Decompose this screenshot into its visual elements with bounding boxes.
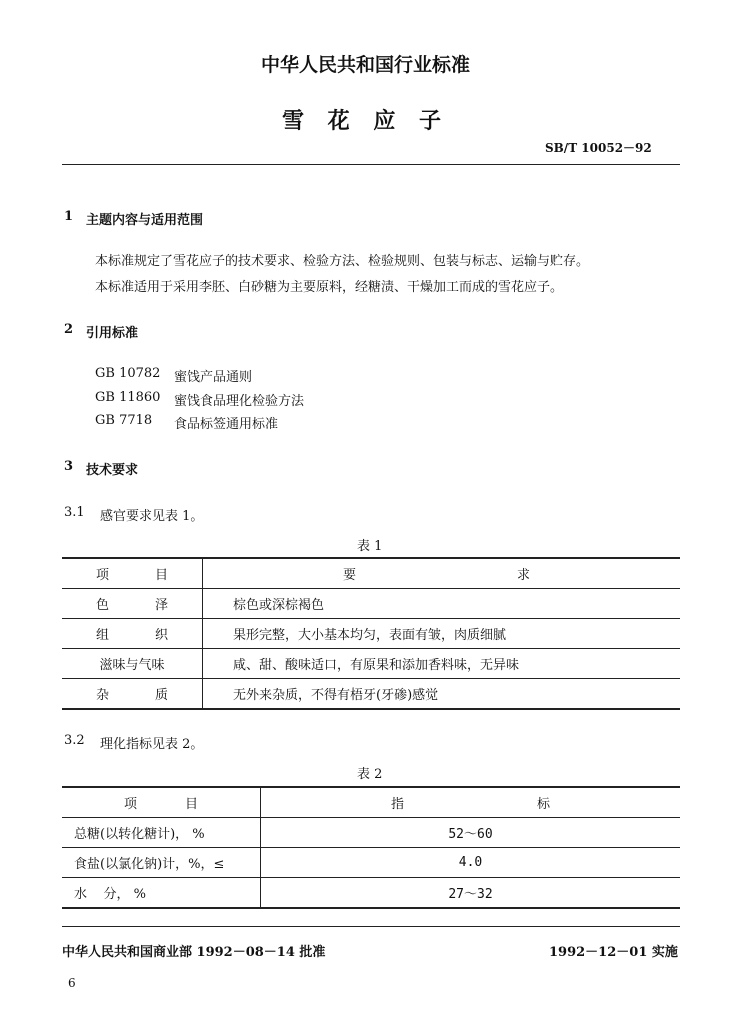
page-number: 6 [68,976,76,990]
item-char: 织 [154,628,168,643]
requirement-cell: 棕色或深棕褐色 [203,589,681,619]
reference-code: GB 11860 [95,390,161,405]
document-title: 雪 花 应 子 [282,108,449,134]
column-header-item [62,787,261,818]
table-row [62,878,680,909]
reference-name: 食品标签通用标准 [174,417,279,432]
section-1-number: 1 [64,209,74,224]
issuing-authority: 中华人民共和国商业部 1992－08－14 批准 [62,945,326,960]
item-cell [62,619,203,649]
header-char: 项 [124,797,138,812]
requirement-cell: 咸、甜、酸味适口，有原果和添加香料味，无异味 [203,649,681,679]
requirement-cell: 果形完整，大小基本均匀，表面有皱，肉质细腻 [203,619,681,649]
reference-code: GB 7718 [95,413,153,428]
table-row [62,679,680,710]
section-1-paragraph-1: 本标准规定了雪花应子的技术要求、检验方法、检验规则、包装与标志、运输与贮存。 [95,254,590,269]
section-1-title: 主题内容与适用范围 [86,213,204,228]
reference-name: 蜜饯食品理化检验方法 [174,394,305,409]
requirement-cell: 无外来杂质，不得有梧牙(牙碜)感觉 [203,679,681,710]
section-3-1-number: 3.1 [64,505,85,520]
section-3-2-number: 3.2 [64,733,85,748]
item-cell: 滋味与气味 [62,649,203,679]
header-char: 指 [391,797,405,812]
table-row [62,649,680,679]
table-row [62,589,680,619]
footer-rule [62,926,680,927]
column-header-requirement [203,558,681,589]
header-char: 标 [536,797,550,812]
reference-code: GB 10782 [95,366,161,381]
org-title: 中华人民共和国行业标准 [260,54,470,76]
item-cell: 食盐(以氯化钠)计，%，≤ [62,848,261,878]
value-cell: 4.0 [261,848,681,878]
table-row [62,848,680,878]
section-3-number: 3 [64,459,74,474]
item-char: 色 [96,598,110,613]
table-2 [62,786,680,909]
section-2-title: 引用标准 [86,326,139,341]
section-2-number: 2 [64,322,74,337]
table-row [62,619,680,649]
value-cell: 27～32 [261,878,681,909]
column-header-value [261,787,681,818]
table-1 [62,557,680,710]
table-1-caption: 表 1 [357,539,383,554]
section-3-title: 技术要求 [86,463,139,478]
section-1-paragraph-2: 本标准适用于采用李胚、白砂糖为主要原料，经糖渍、干燥加工而成的雪花应子。 [95,280,564,295]
item-cell: 总糖(以转化糖计)， % [62,818,261,848]
table-row [62,818,680,848]
header-rule [62,164,680,165]
value-cell: 52～60 [261,818,681,848]
item-cell [62,679,203,710]
header-char: 要 [343,568,357,583]
standard-code: SB/T 10052－92 [545,141,652,155]
item-cell [62,589,203,619]
item-cell: 水 分， % [62,878,261,909]
column-header-item [62,558,203,589]
item-char: 组 [96,628,110,643]
table-2-caption: 表 2 [357,767,383,782]
table-header-row [62,787,680,818]
reference-name: 蜜饯产品通则 [174,370,253,385]
header-char: 目 [154,568,168,583]
item-char: 泽 [154,598,168,613]
header-char: 项 [96,568,110,583]
header-char: 目 [184,797,198,812]
section-3-2-text: 理化指标见表 2。 [100,737,204,752]
item-char: 杂 [96,688,110,703]
table-header-row [62,558,680,589]
section-3-1-text: 感官要求见表 1。 [100,509,204,524]
item-char: 质 [154,688,168,703]
header-char: 求 [516,568,530,583]
effective-date: 1992－12－01 实施 [549,945,678,960]
